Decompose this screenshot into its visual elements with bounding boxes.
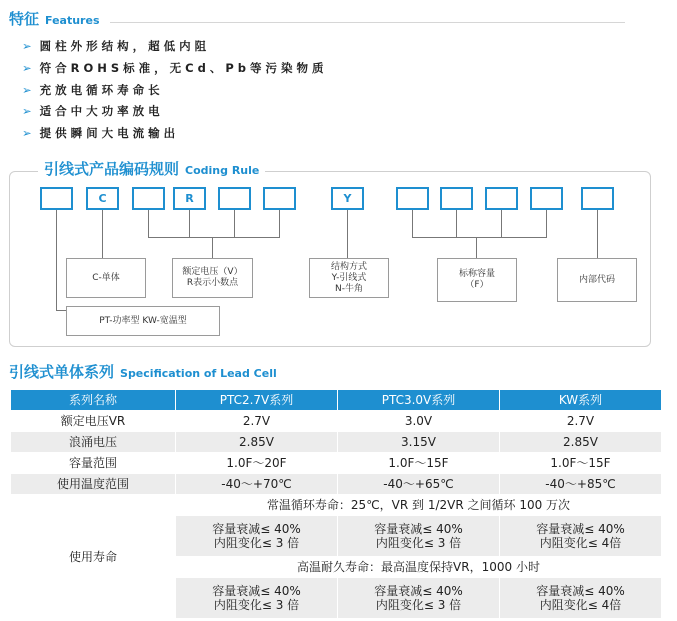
connector-line bbox=[56, 310, 66, 311]
label-internal: 内部代码 bbox=[557, 258, 637, 302]
feature-item bbox=[22, 103, 164, 119]
arrow-bullet-icon: ➢ bbox=[22, 104, 32, 118]
table-cell bbox=[176, 578, 338, 619]
table-row bbox=[11, 474, 662, 495]
feature-item bbox=[22, 60, 328, 76]
coding-rule-title bbox=[38, 158, 265, 179]
code-box bbox=[440, 187, 473, 210]
connector-line bbox=[347, 210, 348, 258]
row-label: 容量范围 bbox=[11, 453, 176, 474]
code-box bbox=[530, 187, 563, 210]
feature-text: 圆柱外形结构，超低内阻 bbox=[39, 39, 211, 53]
table-row bbox=[11, 432, 662, 453]
table-cell bbox=[500, 516, 662, 557]
connector-line bbox=[56, 210, 57, 310]
features-title-cn: 特征 bbox=[9, 10, 40, 28]
code-box bbox=[485, 187, 518, 210]
feature-text: 充放电循环寿命长 bbox=[39, 83, 164, 97]
features-title-en: Features bbox=[45, 14, 100, 27]
row-label: 额定电压VR bbox=[11, 411, 176, 432]
connector-line bbox=[234, 210, 235, 237]
table-row bbox=[11, 411, 662, 432]
code-box bbox=[132, 187, 165, 210]
row-label: 使用温度范围 bbox=[11, 474, 176, 495]
table-cell bbox=[338, 578, 500, 619]
coding-rule-title-cn: 引线式产品编码规则 bbox=[44, 160, 180, 178]
cycle-life-text: 常温循环寿命：25℃，VR 到 1/2VR 之间循环 100 万次 bbox=[176, 495, 662, 516]
code-box bbox=[218, 187, 251, 210]
cell-line: 内阻变化≤ 3 倍 bbox=[375, 598, 462, 612]
connector-line bbox=[412, 237, 547, 238]
label-voltage: 额定电压（V） R表示小数点 bbox=[172, 258, 253, 298]
label-single: C-单体 bbox=[66, 258, 146, 298]
connector-line bbox=[189, 210, 190, 237]
spec-title-en: Specification of Lead Cell bbox=[120, 367, 277, 380]
cell-line: 内阻变化≤ 4倍 bbox=[539, 598, 622, 612]
cell-line: 容量衰减≤ 40% bbox=[536, 584, 625, 598]
features-title bbox=[9, 8, 100, 29]
feature-text: 适合中大功率放电 bbox=[39, 104, 164, 118]
code-box bbox=[581, 187, 614, 210]
connector-line bbox=[279, 210, 280, 237]
cell-line: 内阻变化≤ 4倍 bbox=[539, 536, 622, 550]
table-cell: 2.7V bbox=[176, 411, 338, 432]
cell-line: 容量衰减≤ 40% bbox=[536, 522, 625, 536]
cell-line: 内阻变化≤ 3 倍 bbox=[375, 536, 462, 550]
code-box bbox=[40, 187, 73, 210]
table-cell: 1.0F～15F bbox=[338, 453, 500, 474]
arrow-bullet-icon: ➢ bbox=[22, 39, 32, 53]
row-label-life: 使用寿命 bbox=[11, 495, 176, 619]
code-box bbox=[263, 187, 296, 210]
feature-item bbox=[22, 38, 210, 54]
table-row bbox=[11, 453, 662, 474]
code-box bbox=[396, 187, 429, 210]
table-row bbox=[11, 495, 662, 516]
table-cell: -40～+85℃ bbox=[500, 474, 662, 495]
label-lead: 结构方式 Y-引线式 N-牛角 bbox=[309, 258, 389, 298]
table-cell: 2.85V bbox=[500, 432, 662, 453]
cell-line: 容量衰减≤ 40% bbox=[374, 522, 463, 536]
table-cell bbox=[338, 516, 500, 557]
cell-line: 内阻变化≤ 3 倍 bbox=[213, 598, 300, 612]
connector-line bbox=[476, 237, 477, 258]
connector-line bbox=[212, 237, 213, 258]
code-box: C bbox=[86, 187, 119, 210]
spec-table bbox=[10, 389, 662, 619]
cell-line: 容量衰减≤ 40% bbox=[212, 522, 301, 536]
cell-line: 容量衰减≤ 40% bbox=[374, 584, 463, 598]
table-cell: 2.7V bbox=[500, 411, 662, 432]
table-cell: 3.15V bbox=[338, 432, 500, 453]
table-cell: 1.0F～15F bbox=[500, 453, 662, 474]
table-cell: -40～+65℃ bbox=[338, 474, 500, 495]
label-series: PT-功率型 KW-宽温型 bbox=[66, 306, 220, 336]
connector-line bbox=[102, 210, 103, 258]
table-cell: 2.85V bbox=[176, 432, 338, 453]
spec-title bbox=[9, 361, 277, 382]
header-cell: PTC2.7V系列 bbox=[176, 390, 338, 411]
spec-title-cn: 引线式单体系列 bbox=[9, 363, 115, 381]
feature-text: 提供瞬间大电流输出 bbox=[39, 126, 180, 140]
connector-line bbox=[456, 210, 457, 237]
connector-line bbox=[501, 210, 502, 237]
table-header-row bbox=[11, 390, 662, 411]
connector-line bbox=[148, 210, 149, 237]
arrow-bullet-icon: ➢ bbox=[22, 126, 32, 140]
table-cell bbox=[176, 516, 338, 557]
table-cell: -40～+70℃ bbox=[176, 474, 338, 495]
table-cell: 3.0V bbox=[338, 411, 500, 432]
code-box: Y bbox=[331, 187, 364, 210]
cell-line: 容量衰减≤ 40% bbox=[212, 584, 301, 598]
table-cell: 1.0F～20F bbox=[176, 453, 338, 474]
header-cell: 系列名称 bbox=[11, 390, 176, 411]
connector-line bbox=[597, 210, 598, 258]
arrow-bullet-icon: ➢ bbox=[22, 61, 32, 75]
feature-item bbox=[22, 82, 164, 98]
table-cell bbox=[500, 578, 662, 619]
durability-life-text: 高温耐久寿命：最高温度保持VR，1000 小时 bbox=[176, 557, 662, 578]
connector-line bbox=[148, 237, 280, 238]
features-divider bbox=[110, 22, 625, 23]
connector-line bbox=[546, 210, 547, 237]
label-capacity: 标称容量 （F） bbox=[437, 258, 517, 302]
feature-text: 符合ROHS标准，无Cd、Pb等污染物质 bbox=[39, 61, 328, 75]
coding-rule-title-en: Coding Rule bbox=[185, 164, 260, 177]
row-label: 浪涌电压 bbox=[11, 432, 176, 453]
code-box: R bbox=[173, 187, 206, 210]
connector-line bbox=[412, 210, 413, 237]
cell-line: 内阻变化≤ 3 倍 bbox=[213, 536, 300, 550]
feature-item bbox=[22, 125, 179, 141]
header-cell: PTC3.0V系列 bbox=[338, 390, 500, 411]
arrow-bullet-icon: ➢ bbox=[22, 83, 32, 97]
header-cell: KW系列 bbox=[500, 390, 662, 411]
